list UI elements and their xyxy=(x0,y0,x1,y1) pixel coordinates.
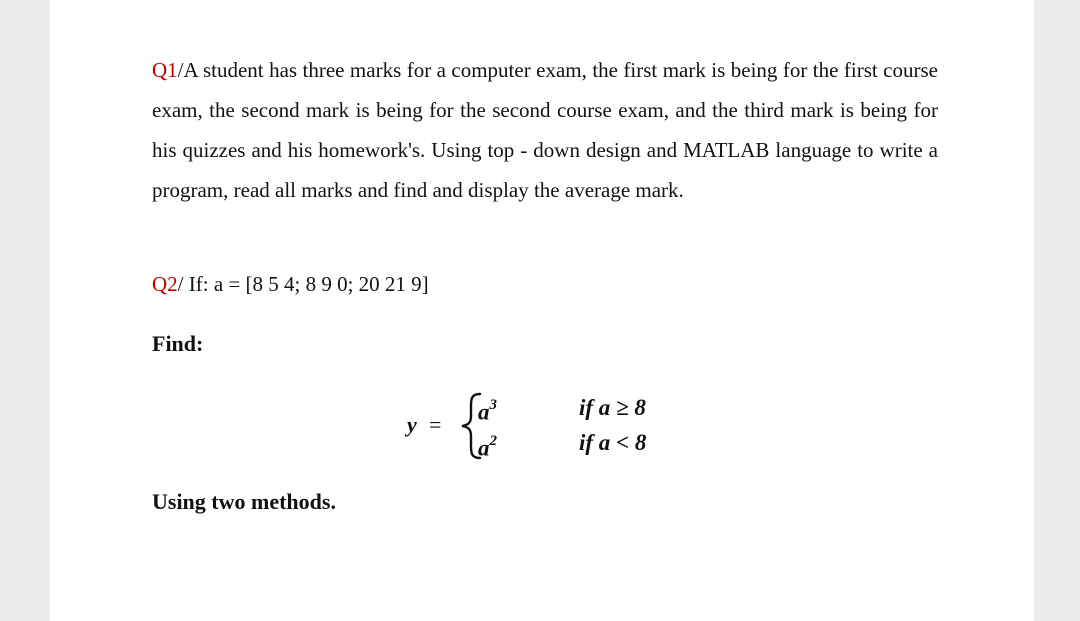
question-1 xyxy=(152,50,938,210)
case-2-base: a xyxy=(478,435,490,461)
case-2-expression xyxy=(478,428,497,464)
document-page xyxy=(50,0,1034,621)
find-heading: Find: xyxy=(152,331,204,356)
question-2-label: Q2 xyxy=(152,272,178,296)
question-1-label: Q1 xyxy=(152,58,178,82)
equation-equals: = xyxy=(429,412,442,437)
case-1-exponent: 3 xyxy=(489,397,497,413)
case-2-exponent: 2 xyxy=(489,433,497,449)
equation-lhs: y xyxy=(407,412,417,437)
case-1-expression xyxy=(478,392,497,428)
methods-instruction: Using two methods. xyxy=(152,489,336,514)
case-1-base: a xyxy=(478,399,490,425)
question-2 xyxy=(152,264,429,304)
case-1-condition: if a ≥ 8 xyxy=(579,395,646,420)
case-2-condition: if a < 8 xyxy=(579,430,647,455)
question-2-text: / If: a = [8 5 4; 8 9 0; 20 21 9] xyxy=(177,272,429,296)
question-1-text: /A student has three marks for a computer exam, the first mark is being for the first course exam, the second mark is being for the second course exam, and the third mark is being for his quizzes and his homework's. Using top - down design and MATLAB language to write a program, read all marks and find and display the average mark. xyxy=(152,58,938,202)
